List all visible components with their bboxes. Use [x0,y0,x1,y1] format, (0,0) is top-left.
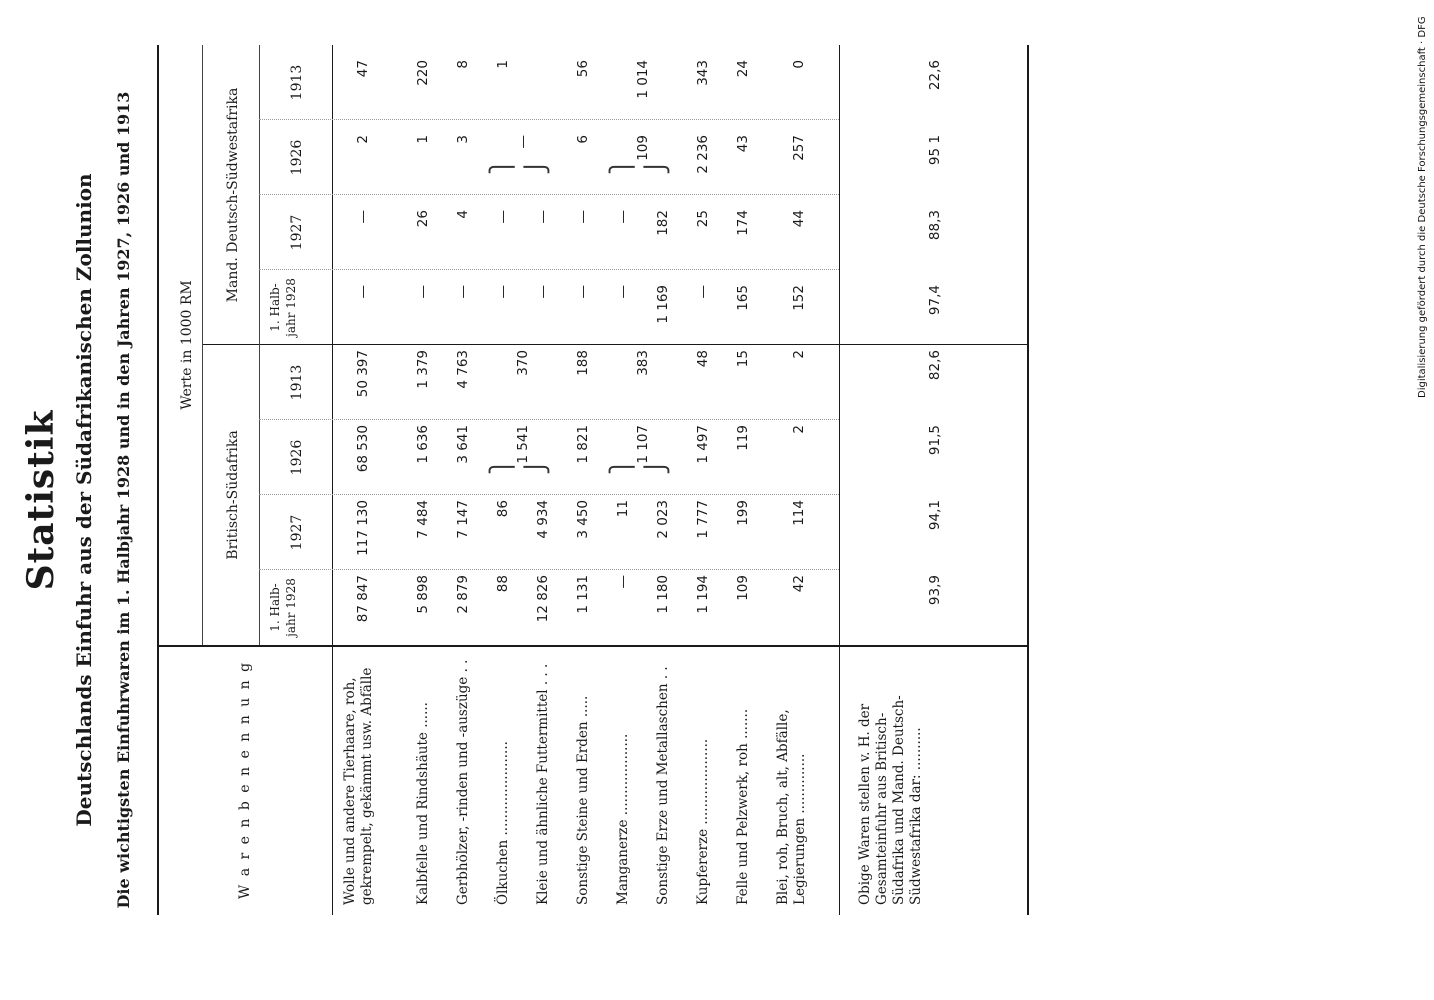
cell-b13: 370 [515,350,531,376]
header-half-1928-british: 1. Halb- jahr 1928 [268,578,298,637]
cell-b27: 11 [615,500,631,518]
cell-m28: — [535,285,551,299]
cell-m28: 152 [791,285,807,311]
summary-b13: 82,6 [927,350,943,381]
cell-b28: 12 826 [535,575,551,623]
cell-m28: 165 [735,285,751,311]
cell-m13: 0 [791,60,807,69]
cell-b27: 7 484 [415,500,431,539]
cell-m13: 1 014 [635,60,651,99]
row-label: Kupfererze .................... [695,738,711,905]
cell-b27: 2 023 [655,500,671,539]
summary-rule [839,45,840,915]
summary-m26: 95 1 [927,135,943,166]
cell-m13: 343 [695,60,711,86]
cell-m13: 24 [735,60,751,78]
summary-m27: 88,3 [927,210,943,241]
cell-b28: 87 847 [355,575,371,623]
group-british-header: Britisch-Südafrika [225,430,241,560]
row-label: Sonstige Erze und Metallaschen . . [655,666,671,905]
grouping-brace: ⎭ [645,158,670,175]
group-header-rule [259,45,260,645]
rotated-document-page [0,5,1207,995]
cell-b27: 117 130 [355,500,371,556]
cell-b28: — [615,575,631,589]
cell-b28: 2 879 [455,575,471,614]
cell-m13: 56 [575,60,591,78]
cell-m27: — [355,210,371,224]
label-column-divider [157,645,1027,647]
summary-b27: 94,1 [927,500,943,531]
table-top-rule [157,45,159,915]
goods-column-header: W a r e n b e n e n n u n g [237,660,253,900]
row-label: Ölkuchen ...................... [495,741,511,905]
column-divider [259,194,839,195]
header-1927-mandate: 1927 [289,214,305,251]
cell-m27: — [575,210,591,224]
grouping-brace: ⎫ [490,458,515,475]
row-label: Gerbhölzer, -rinden und -auszüge . . [455,659,471,905]
cell-b26: 68 530 [355,425,371,473]
grouping-brace: ⎫ [610,158,635,175]
summary-b26: 91,5 [927,425,943,456]
cell-m28: — [695,285,711,299]
grouping-brace: ⎭ [645,458,670,475]
cell-m26: 257 [791,135,807,161]
cell-m28: — [495,285,511,299]
cell-b27: 86 [495,500,511,518]
cell-b26: 1 107 [635,425,651,464]
grouping-brace: ⎫ [490,158,515,175]
header-1913-british: 1913 [289,364,305,401]
cell-m26: — [515,135,531,149]
grouping-brace: ⎭ [525,158,550,175]
summary-m28: 97,4 [927,285,943,316]
table-caption: Die wichtigsten Einfuhrwaren im 1. Halbjahr 1928 und in den Jahren 1927, 1926 und 1913 [114,91,133,909]
cell-b27: 1 777 [695,500,711,539]
cell-m28: 1 169 [655,285,671,324]
column-divider [259,419,839,420]
cell-b27: 114 [791,500,807,526]
cell-b26: 3 641 [455,425,471,464]
cell-b13: 4 763 [455,350,471,389]
summary-m13: 22,6 [927,60,943,91]
grouping-brace: ⎭ [525,458,550,475]
cell-b13: 383 [635,350,651,376]
funding-note-text: Digitalisierung gefördert durch die Deutsche Forschungsgemeinschaft · DFG [1417,16,1428,398]
cell-m27: — [535,210,551,224]
cell-m28: — [355,285,371,299]
cell-b28: 1 180 [655,575,671,614]
cell-m13: 220 [415,60,431,86]
cell-b13: 2 [791,350,807,359]
cell-m27: — [615,210,631,224]
cell-m28: — [415,285,431,299]
group-mandate-header: Mand. Deutsch-Südwestafrika [225,87,241,303]
cell-b26: 1 497 [695,425,711,464]
cell-m28: — [575,285,591,299]
cell-b13: 188 [575,350,591,376]
cell-b28: 42 [791,575,807,593]
cell-b13: 50 397 [355,350,371,398]
row-label: Manganerze ................... [615,733,631,905]
cell-m13: 8 [455,60,471,69]
row-label: Kleie und ähnliche Futtermittel . . . [535,663,551,905]
cell-b28: 1 131 [575,575,591,614]
row-label: Wolle und andere Tierhaare, roh, gekrempelt, gekämmt usw. Abfälle [342,667,375,905]
header-1926-mandate: 1926 [289,139,305,176]
column-divider [259,494,839,495]
cell-b13: 15 [735,350,751,368]
cell-m27: — [495,210,511,224]
cell-m13: 47 [355,60,371,78]
cell-b27: 199 [735,500,751,526]
cell-m26: 109 [635,135,651,161]
cell-b26: 119 [735,425,751,451]
cell-m27: 25 [695,210,711,228]
cell-m26: 43 [735,135,751,153]
header-1927-british: 1927 [289,514,305,551]
page-title: Statistik [20,409,62,591]
cell-b27: 4 934 [535,500,551,539]
cell-m27: 174 [735,210,751,236]
cell-b26: 1 636 [415,425,431,464]
page-subtitle: Deutschlands Einfuhr aus der Südafrikanischen Zollunion [72,173,96,827]
cell-m27: 26 [415,210,431,228]
unit-header-rule [202,45,203,645]
cell-m27: 182 [655,210,671,236]
header-1926-british: 1926 [289,439,305,476]
cell-m26: 3 [455,135,471,144]
cell-m28: — [455,285,471,299]
summary-b28: 93,9 [927,575,943,606]
cell-b28: 88 [495,575,511,593]
row-label: Felle und Pelzwerk, roh ....... [735,708,751,905]
cell-b26: 1 541 [515,425,531,464]
column-divider [259,119,839,120]
cell-b13: 48 [695,350,711,368]
cell-b13: 1 379 [415,350,431,389]
cell-m26: 1 [415,135,431,144]
cell-b28: 109 [735,575,751,601]
unit-header: Werte in 1000 RM [179,280,195,410]
summary-label: Obige Waren stellen v. H. der Gesamteinfuhr aus Britisch-Südafrika und Mand. Deutsch-Südwestafrika dar: .......... [857,695,924,905]
cell-b27: 7 147 [455,500,471,539]
header-bottom-rule [332,45,333,915]
cell-b28: 1 194 [695,575,711,614]
cell-m26: 6 [575,135,591,144]
grouping-brace: ⎫ [610,458,635,475]
table-bottom-rule [1027,45,1029,915]
cell-b26: 1 821 [575,425,591,464]
cell-m28: — [615,285,631,299]
header-half-1928-mandate: 1. Halb- jahr 1928 [268,278,298,337]
cell-b28: 5 898 [415,575,431,614]
cell-m26: 2 236 [695,135,711,174]
row-label: Sonstige Steine und Erden ..... [575,695,591,905]
cell-b27: 3 450 [575,500,591,539]
cell-m27: 44 [791,210,807,228]
header-1913-mandate: 1913 [289,64,305,101]
cell-b26: 2 [791,425,807,434]
cell-m27: 4 [455,210,471,219]
row-label: Blei, roh, Bruch, alt, Abfälle, Legierungen .............. [775,709,808,905]
cell-m26: 2 [355,135,371,144]
cell-m13: 1 [495,60,511,69]
funding-note [1417,8,1429,398]
row-label: Kalbfelle und Rindshäute ...... [415,702,431,905]
